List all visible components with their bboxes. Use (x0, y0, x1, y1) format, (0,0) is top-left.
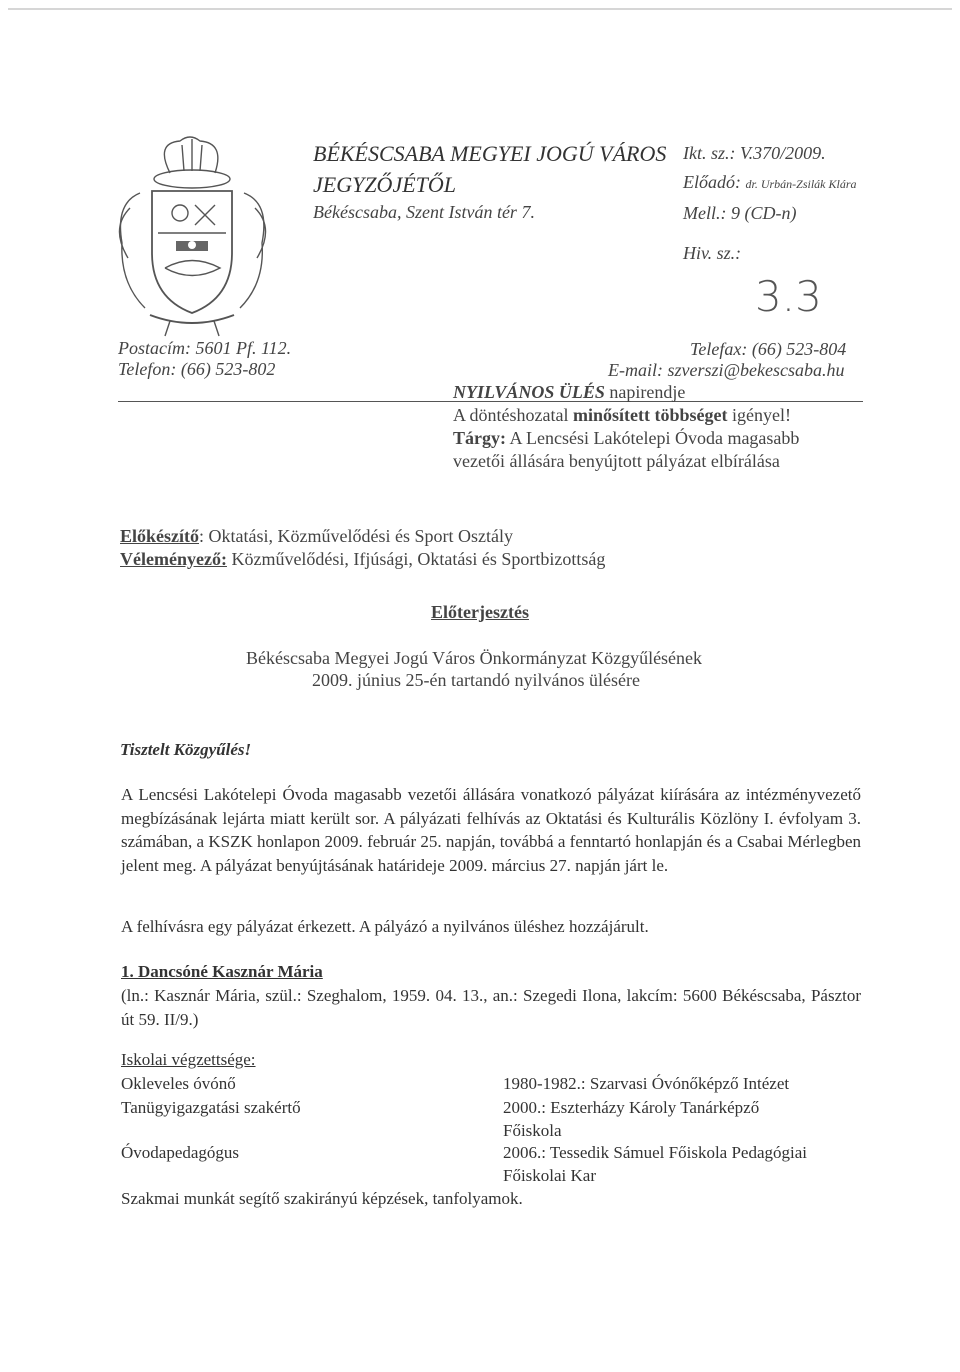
education-detail-2b: Főiskola (503, 1121, 562, 1140)
body-paragraph-2: A felhívásra egy pályázat érkezett. A pályázó a nyilvános üléshez hozzájárult. (121, 917, 649, 936)
reviewer-value: Közművelődési, Ifjúsági, Oktatási és Sportbizottság (226, 549, 606, 569)
salutation: Tisztelt Közgyűlés! (120, 740, 252, 759)
education-title-3: Óvodapedagógus (121, 1143, 240, 1162)
education-detail-2: 2000.: Eszterházy Károly Tanárképző (503, 1098, 760, 1117)
file-number: Ikt. sz.: V.370/2009. (683, 143, 826, 163)
proposal-session-date: 2009. június 25-én tartandó nyilvános ülésére (312, 670, 640, 690)
education-detail-1: 1980-1982.: Szarvasi Óvónőképző Intézet (503, 1074, 790, 1093)
postal-address: Postacím: 5601 Pf. 112. (118, 338, 292, 358)
email-address: E-mail: szverszi@bekescsaba.hu (608, 360, 845, 380)
majority-prefix: A döntéshozatal (453, 405, 573, 425)
office-address: Békéscsaba, Szent István tér 7. (313, 202, 535, 222)
subject-label: Tárgy: (453, 428, 506, 448)
education-title-2: Tanügyigazgatási szakértő (121, 1098, 301, 1117)
courses-line: Szakmai munkát segítő szakirányú képzések, tanfolyamok. (121, 1189, 523, 1208)
public-session-suffix: napirendje (604, 382, 686, 402)
reference-number: Hiv. sz.: (683, 243, 742, 263)
rapporteur-label: Előadó: (683, 172, 741, 192)
qualified-majority-line (453, 405, 791, 426)
education-heading: Iskolai végzettsége: (121, 1050, 256, 1069)
subject-text-1: A Lencsési Lakótelepi Óvoda magasabb (506, 428, 800, 448)
scan-top-edge (8, 8, 952, 10)
public-session-label: NYILVÁNOS ÜLÉS (453, 382, 605, 402)
proposal-addressee: Békéscsaba Megyei Jogú Város Önkormányzat Közgyűlésének (246, 648, 703, 668)
preparer-label: Előkészítő (120, 526, 199, 546)
reviewer-label: Véleményező: (120, 549, 227, 569)
education-detail-3: 2006.: Tessedik Sámuel Főiskola Pedagógiai (503, 1143, 807, 1162)
rapporteur-name: dr. Urbán-Zsilák Klára (745, 177, 857, 191)
proposal-title: Előterjesztés (431, 602, 529, 622)
public-session-line (453, 382, 685, 403)
preparer-value: : Oktatási, Közművelődési és Sport Osztály (199, 526, 513, 546)
coat-of-arms-logo (110, 133, 280, 338)
applicant-name: 1. Dancsóné Kasznár Mária (121, 962, 323, 981)
body-paragraph-1: A Lencsési Lakótelepi Óvoda magasabb vezetői állására vonatkozó pályázat kiírására az intézményvezető megbízásának lejárta miatt került sor. A pályázati felhívás az Oktatási és Kulturális Közlöny I. évfolyam 3. számában, a KSZK honlapon 2009. február 25. napján, továbbá a fenntartó honlapján és a Csabai Mérlegben jelent meg. A pályázat benyújtásának határideje 2009. március 27. napján járt le. (121, 785, 861, 875)
phone-number: Telefon: (66) 523-802 (118, 359, 276, 379)
subject-line-2: vezetői állására benyújtott pályázat elbírálása (453, 451, 780, 471)
applicant-details: (ln.: Kasznár Mária, szül.: Szeghalom, 1959. 04. 13., an.: Szegedi Ilona, lakcím: 5600 Békéscsaba, Pásztor út 59. II/9.) (121, 986, 861, 1029)
preparer-line (120, 526, 513, 547)
education-title-1: Okleveles óvónő (121, 1074, 236, 1093)
attachments: Mell.: 9 (CD-n) (683, 203, 797, 223)
office-name: JEGYZŐJÉTŐL (313, 172, 457, 197)
majority-emphasis: minősített többséget (572, 405, 728, 425)
reviewer-line (120, 549, 605, 570)
majority-suffix: igényel! (727, 405, 791, 425)
city-name: BÉKÉSCSABA MEGYEI JOGÚ VÁROS (313, 141, 667, 166)
education-detail-3b: Főiskolai Kar (503, 1166, 597, 1185)
rapporteur (683, 172, 857, 193)
subject-line-1 (453, 428, 799, 449)
handwritten-agenda-number: 3.3 (755, 272, 822, 321)
fax-number: Telefax: (66) 523-804 (690, 339, 847, 359)
